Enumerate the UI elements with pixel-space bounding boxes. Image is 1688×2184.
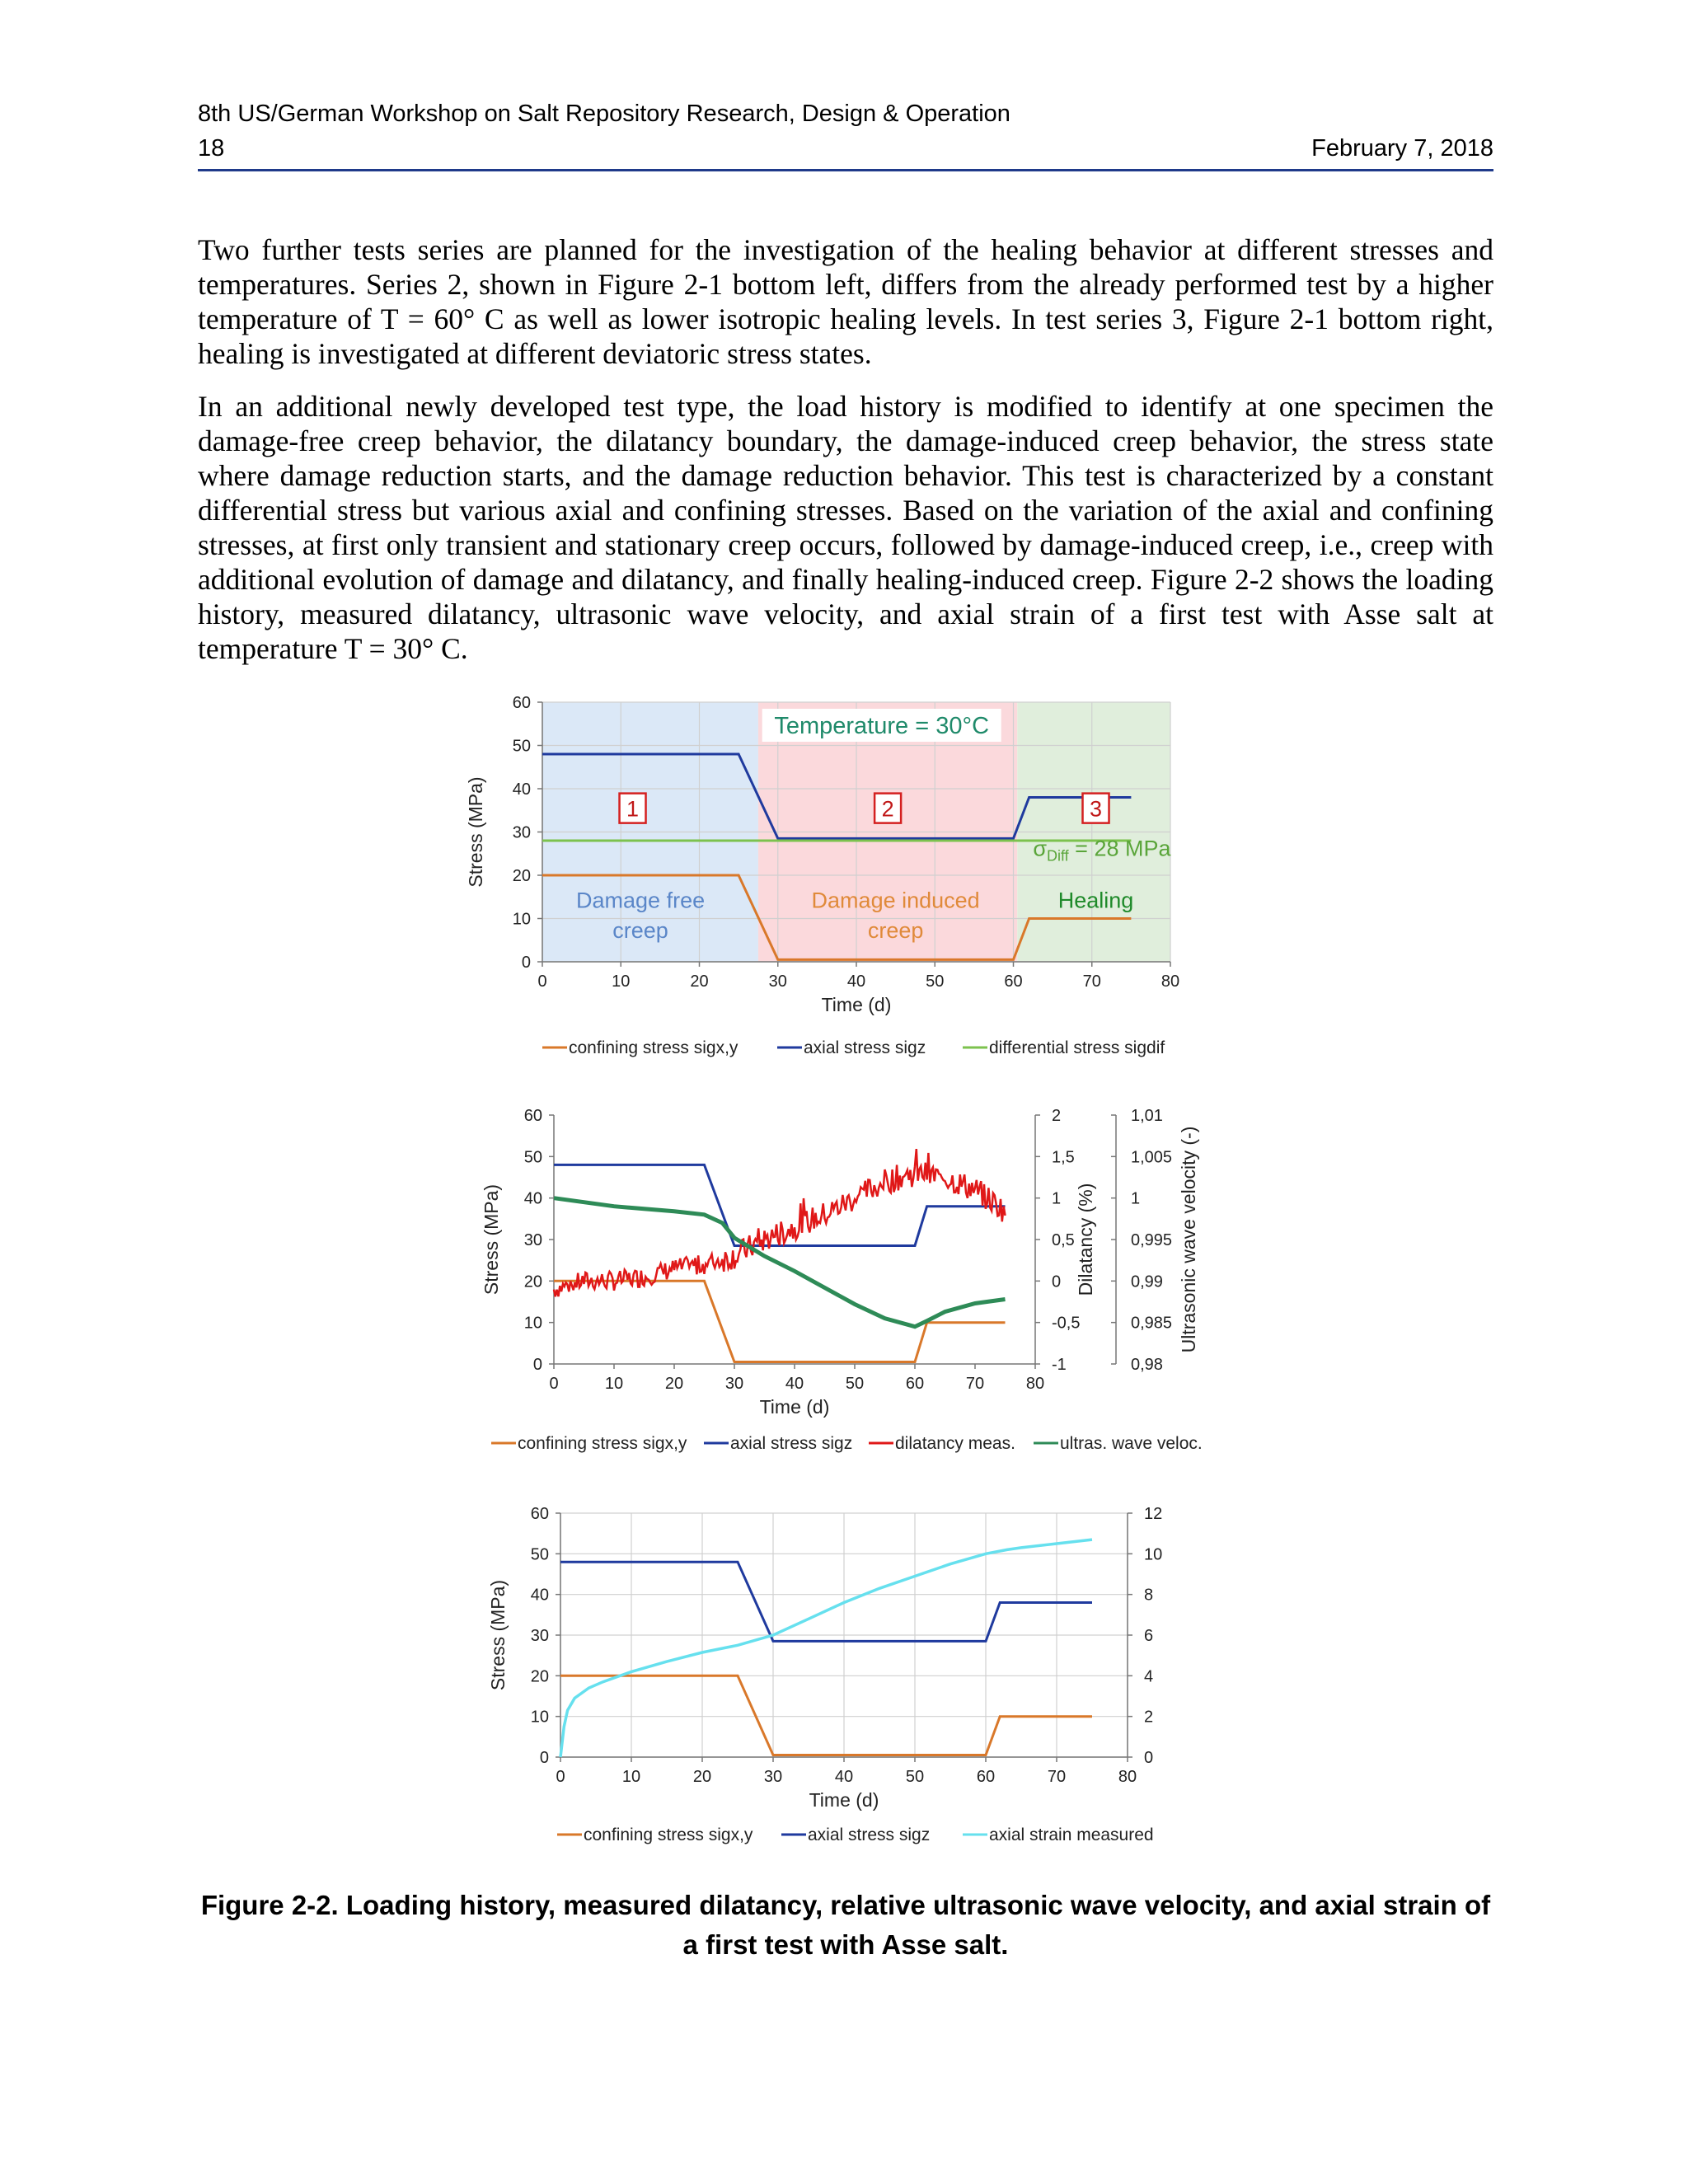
chart-axial-strain bbox=[487, 1505, 1162, 1844]
x-tick-label: 10 bbox=[604, 1375, 624, 1393]
page-number: 18 bbox=[198, 135, 225, 162]
x-axis-label: Time (d) bbox=[759, 1396, 830, 1418]
y-tick-label: 20 bbox=[512, 867, 531, 885]
temperature-label: Temperature = 30°C bbox=[774, 713, 990, 739]
x-tick-label: 0 bbox=[537, 972, 547, 991]
x-tick-label: 50 bbox=[845, 1375, 865, 1393]
x-tick-label: 40 bbox=[785, 1375, 804, 1393]
legend-label: dilatancy meas. bbox=[895, 1434, 1015, 1453]
x-tick-label: 80 bbox=[1160, 972, 1180, 991]
paragraph-2: In an additional newly developed test type, the load history is modified to identify at one specimen the damage-free creep behavior, the dilatancy boundary, the damage-induced creep behavior, the stress state where damage reduction starts, and the damage reduction behavior. This test is characterized by a constant differential stress but various axial and confining stresses. Based on the variation of the axial and confining stresses, at first only transient and stationary creep occurs, followed by damage-induced creep, i.e., creep with additional evolution of damage and dilatancy, and finally healing-induced creep. Figure 2-2 shows the loading history, measured dilatancy, ultrasonic wave velocity, and axial strain of a first test with Asse salt at temperature T = 30° C. bbox=[198, 390, 1493, 665]
phase-number: 3 bbox=[1089, 796, 1103, 822]
y2-tick-label: 0 bbox=[1052, 1272, 1062, 1291]
y2-tick-label: 10 bbox=[1144, 1545, 1163, 1564]
x-tick-label: 40 bbox=[834, 1768, 854, 1786]
series-line bbox=[560, 1562, 1092, 1641]
figure-caption: Figure 2-2. Loading history, measured dilatancy, relative ultrasonic wave velocity, and axial strain of a first test with Asse salt. bbox=[200, 1890, 1491, 1960]
legend-label: confining stress sigx,y bbox=[584, 1825, 753, 1844]
x-tick-label: 70 bbox=[1082, 972, 1101, 991]
y-tick-label: 40 bbox=[512, 780, 531, 799]
y-tick-label: 60 bbox=[530, 1505, 549, 1523]
x-tick-label: 20 bbox=[690, 972, 709, 991]
x-tick-label: 60 bbox=[976, 1768, 996, 1786]
series-line bbox=[554, 1149, 1006, 1296]
x-tick-label: 10 bbox=[621, 1768, 641, 1786]
phase-label: creep bbox=[867, 918, 924, 944]
y2-axis-label: Dilatancy (%) bbox=[1075, 1183, 1096, 1296]
y-tick-label: 40 bbox=[530, 1586, 549, 1605]
x-tick-label: 40 bbox=[846, 972, 866, 991]
y-tick-label: 50 bbox=[530, 1545, 549, 1564]
y2-tick-label: 12 bbox=[1144, 1505, 1163, 1523]
legend-label: confining stress sigx,y bbox=[518, 1434, 687, 1453]
y2-tick-label: 6 bbox=[1144, 1627, 1154, 1645]
y-tick-label: 30 bbox=[530, 1627, 549, 1645]
x-tick-label: 0 bbox=[549, 1375, 559, 1393]
y-tick-label: 20 bbox=[523, 1272, 542, 1291]
y2-tick-label: 2 bbox=[1144, 1708, 1154, 1727]
y2-tick-label: 4 bbox=[1144, 1667, 1154, 1686]
header-title: 8th US/German Workshop on Salt Repository Research, Design & Operation bbox=[198, 101, 1010, 127]
y2-tick-label: 8 bbox=[1144, 1586, 1154, 1605]
y3-tick-label: 1,01 bbox=[1131, 1107, 1163, 1125]
phase-number: 2 bbox=[881, 796, 894, 822]
y-tick-label: 30 bbox=[512, 823, 531, 842]
y3-tick-label: 0,995 bbox=[1131, 1231, 1173, 1249]
y3-tick-label: 0,985 bbox=[1131, 1314, 1173, 1333]
legend-label: axial stress sigz bbox=[804, 1038, 926, 1057]
x-tick-label: 0 bbox=[556, 1768, 565, 1786]
y-tick-label: 0 bbox=[521, 954, 531, 972]
x-tick-label: 50 bbox=[905, 1768, 925, 1786]
y-tick-label: 50 bbox=[523, 1148, 542, 1167]
y2-tick-label: 2 bbox=[1052, 1107, 1062, 1125]
chart-loading-history bbox=[465, 694, 1179, 1057]
series-line bbox=[554, 1281, 1006, 1361]
y-tick-label: 0 bbox=[532, 1356, 542, 1374]
y3-tick-label: 0,99 bbox=[1131, 1272, 1163, 1291]
phase-label: Healing bbox=[1057, 888, 1134, 913]
paragraph-1: Two further tests series are planned for the investigation of the healing behavior at different stresses and temperatures. Series 2, shown in Figure 2-1 bottom left, differs from the already performed test by a higher temperature of T = 60° C as well as lower isotropic healing levels. In test series 3, Figure 2-1 bottom right, healing is investigated at different deviatoric stress states. bbox=[198, 233, 1493, 370]
y2-tick-label: 1 bbox=[1052, 1189, 1062, 1208]
sigma-value: = 28 MPa bbox=[1068, 836, 1171, 861]
x-tick-label: 50 bbox=[926, 972, 945, 991]
y-tick-label: 60 bbox=[523, 1107, 542, 1125]
x-axis-label: Time (d) bbox=[809, 1789, 879, 1811]
phase-label: Damage free bbox=[576, 888, 706, 913]
y-axis-label: Stress (MPa) bbox=[487, 1579, 509, 1691]
sigma-subscript: Diff bbox=[1046, 847, 1069, 865]
y-tick-label: 60 bbox=[512, 694, 531, 712]
y-axis-label: Stress (MPa) bbox=[481, 1183, 502, 1296]
y2-tick-label: 0 bbox=[1144, 1749, 1154, 1767]
y-tick-label: 20 bbox=[530, 1667, 549, 1686]
x-tick-label: 70 bbox=[1047, 1768, 1067, 1786]
x-tick-label: 30 bbox=[763, 1768, 783, 1786]
legend-label: axial strain measured bbox=[989, 1825, 1154, 1844]
x-tick-label: 30 bbox=[768, 972, 787, 991]
sigma-symbol: σ bbox=[1033, 836, 1047, 861]
x-tick-label: 20 bbox=[664, 1375, 684, 1393]
series-line bbox=[560, 1675, 1092, 1755]
y3-tick-label: 1 bbox=[1131, 1189, 1141, 1208]
y3-tick-label: 0,98 bbox=[1131, 1356, 1163, 1374]
y3-tick-label: 1,005 bbox=[1131, 1148, 1173, 1167]
x-tick-label: 20 bbox=[692, 1768, 712, 1786]
series-line bbox=[554, 1198, 1006, 1327]
x-tick-label: 70 bbox=[965, 1375, 985, 1393]
y2-tick-label: -0,5 bbox=[1052, 1314, 1081, 1333]
x-tick-label: 80 bbox=[1118, 1768, 1137, 1786]
x-tick-label: 80 bbox=[1025, 1375, 1045, 1393]
y2-tick-label: 1,5 bbox=[1052, 1148, 1075, 1167]
phase-label: Damage induced bbox=[811, 888, 980, 913]
y-tick-label: 40 bbox=[523, 1189, 542, 1208]
y-tick-label: 30 bbox=[523, 1231, 542, 1249]
x-tick-label: 10 bbox=[612, 972, 631, 991]
y2-tick-label: 0,5 bbox=[1052, 1231, 1075, 1249]
legend-label: ultras. wave veloc. bbox=[1060, 1434, 1203, 1453]
x-axis-label: Time (d) bbox=[821, 994, 892, 1015]
series-line bbox=[560, 1540, 1092, 1757]
chart-dilatancy-velocity bbox=[481, 1107, 1203, 1453]
legend-label: axial stress sigz bbox=[808, 1825, 931, 1844]
legend-label: confining stress sigx,y bbox=[569, 1038, 738, 1057]
y-tick-label: 50 bbox=[512, 737, 531, 756]
x-tick-label: 60 bbox=[1004, 972, 1023, 991]
legend-label: axial stress sigz bbox=[730, 1434, 853, 1453]
header-date: February 7, 2018 bbox=[1311, 135, 1493, 162]
y2-tick-label: -1 bbox=[1052, 1356, 1067, 1374]
x-tick-label: 30 bbox=[724, 1375, 744, 1393]
phase-label: creep bbox=[612, 918, 668, 944]
y-tick-label: 10 bbox=[523, 1314, 542, 1333]
y3-axis-label: Ultrasonic wave velocity (-) bbox=[1178, 1126, 1199, 1353]
phase-number: 1 bbox=[626, 796, 640, 822]
y-axis-label: Stress (MPa) bbox=[465, 776, 486, 888]
y-tick-label: 10 bbox=[530, 1708, 549, 1727]
y-tick-label: 10 bbox=[512, 910, 531, 929]
y-tick-label: 0 bbox=[539, 1749, 549, 1767]
legend-label: differential stress sigdif bbox=[989, 1038, 1165, 1057]
x-tick-label: 60 bbox=[905, 1375, 925, 1393]
